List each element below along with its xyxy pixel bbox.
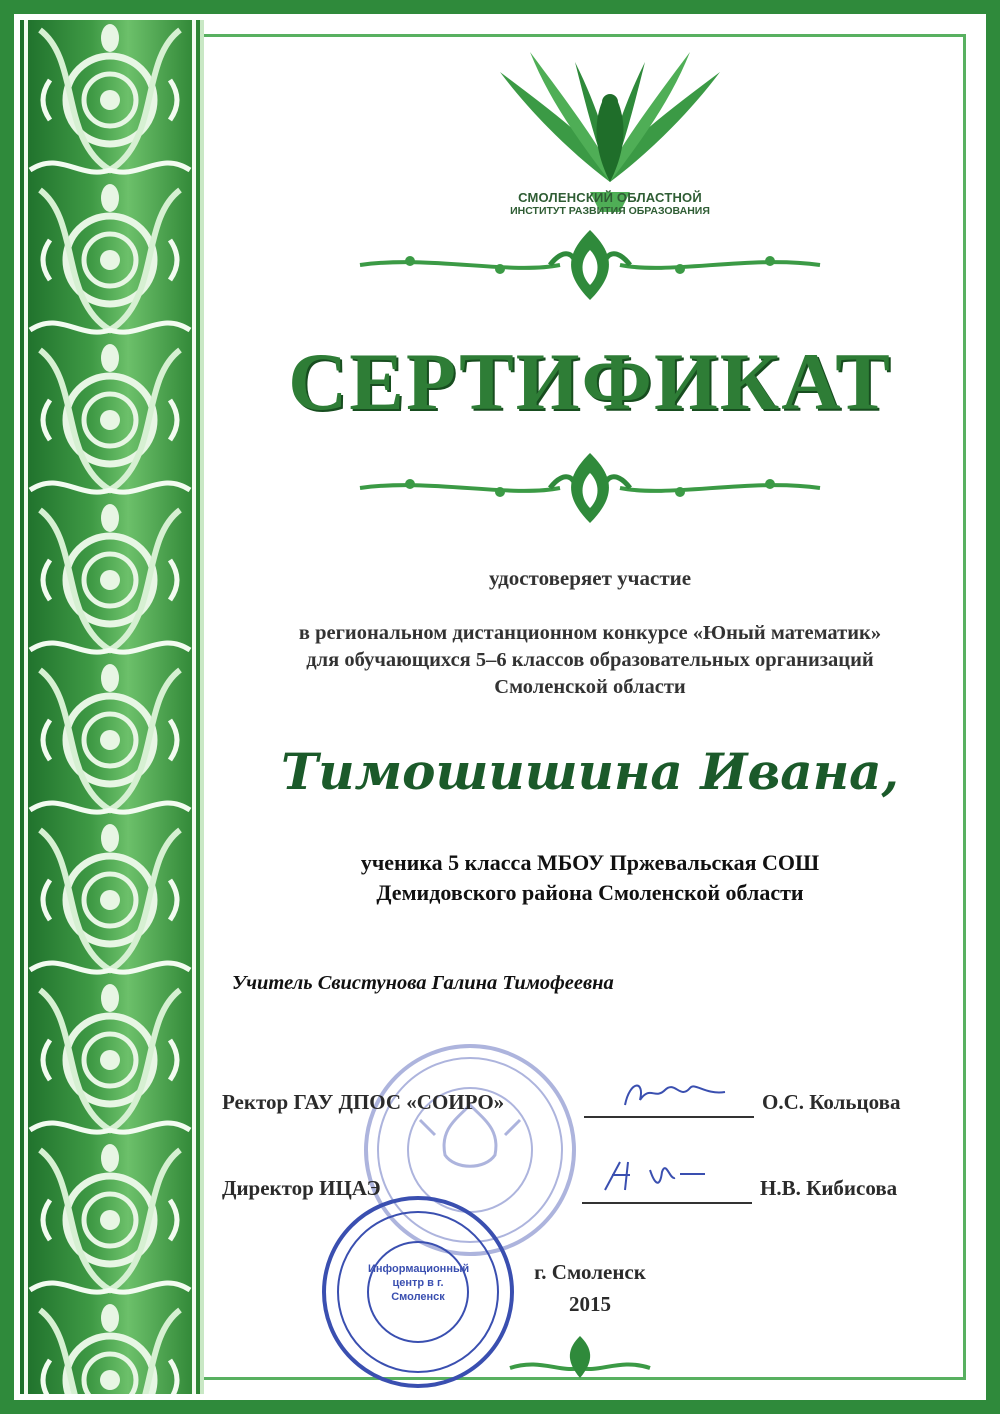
city: г. Смоленск xyxy=(534,1260,646,1284)
student-line-2: Демидовского района Смоленской области xyxy=(376,880,804,905)
logo-line-2: ИНСТИТУТ РАЗВИТИЯ ОБРАЗОВАНИЯ xyxy=(510,205,710,217)
rector-role: Ректор ГАУ ДПОС «СОИРО» xyxy=(222,1090,505,1114)
floral-divider-bottom-icon xyxy=(350,448,830,528)
contest-line-1: в региональном дистанционном конкурсе «Юный математик» xyxy=(298,622,882,644)
contest-line-3: Смоленской области xyxy=(494,676,686,698)
year: 2015 xyxy=(569,1292,611,1316)
bottom-ornament-icon xyxy=(500,1328,660,1388)
teacher-line: Учитель Свистунова Галина Тимофеевна xyxy=(232,972,614,994)
floral-divider-top-icon xyxy=(350,225,830,305)
contest-description xyxy=(230,620,950,701)
info-center-stamp-text: Информационный центр в г. Смоленск xyxy=(368,1263,470,1303)
logo-line-1: СМОЛЕНСКИЙ ОБЛАСТНОЙ xyxy=(518,190,702,205)
strip-edge xyxy=(200,20,204,1394)
student-line-1: ученика 5 класса МБОУ Пржевальская СОШ xyxy=(360,850,820,875)
director-handwritten-signature-icon xyxy=(600,1150,710,1200)
contest-line-2: для обучающихся 5–6 классов образовательных организаций xyxy=(306,649,874,671)
rector-name: О.С. Кольцова xyxy=(762,1090,901,1114)
certificate-title: СЕРТИФИКАТ xyxy=(288,336,892,427)
recipient-name: Тимошишина Ивана, xyxy=(281,742,899,801)
director-role: Директор ИЦАЭ xyxy=(222,1176,381,1200)
rector-handwritten-signature-icon xyxy=(620,1070,730,1120)
director-name: Н.В. Кибисова xyxy=(760,1176,898,1200)
ornamental-border-strip xyxy=(20,20,200,1394)
ornament-pattern-icon xyxy=(20,20,200,1394)
place-and-year xyxy=(500,1256,680,1320)
logo-caption xyxy=(480,190,740,217)
certifies-text: удостоверяет участие xyxy=(488,566,692,590)
student-info xyxy=(230,848,950,908)
